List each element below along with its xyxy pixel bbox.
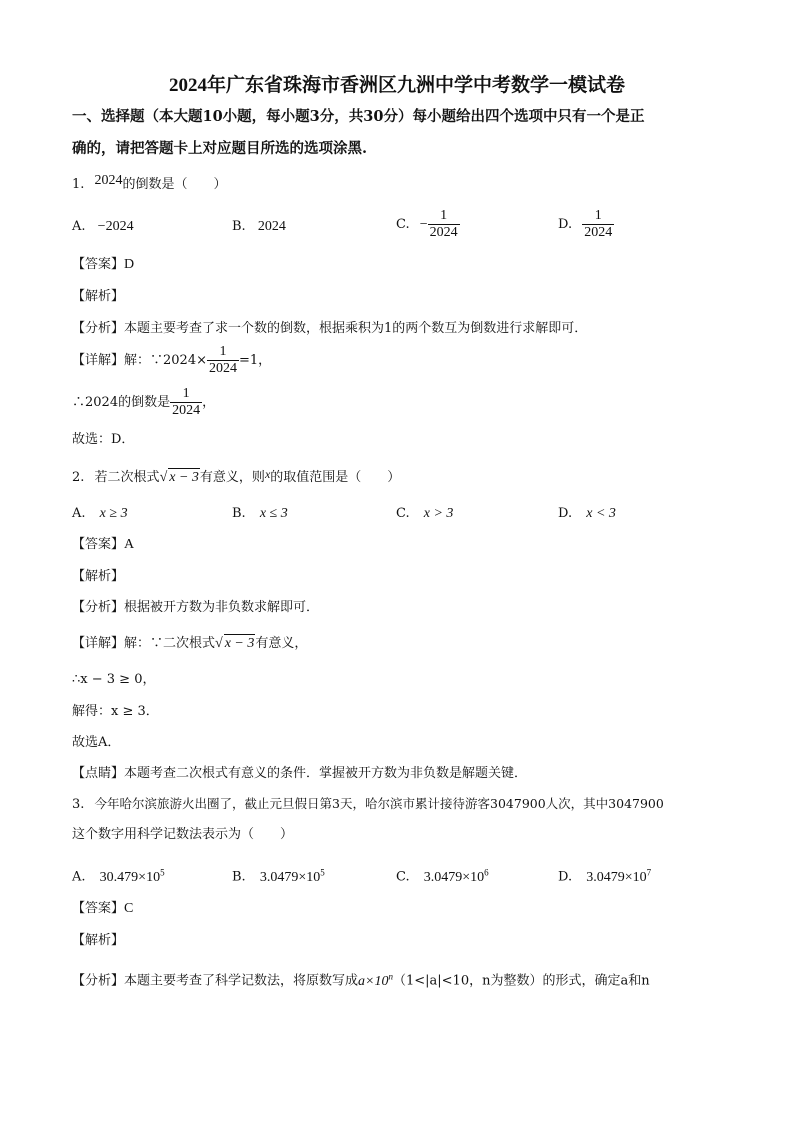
- q2-radical: √ x − 3: [159, 470, 199, 485]
- q2-option-b: [232, 505, 288, 523]
- mantissa: 3.0479×10: [423, 869, 485, 885]
- q2-option-d: [558, 505, 616, 523]
- therefore-text: ∴2024的倒数是: [72, 395, 171, 410]
- therefore-end: ，: [202, 395, 216, 410]
- option-label: A.: [72, 869, 86, 885]
- option-label: B.: [232, 506, 246, 521]
- option-fraction: [582, 208, 614, 241]
- option-value: x < 3: [586, 506, 616, 521]
- fenxi-tag: 【分析】: [72, 973, 125, 989]
- option-label: C.: [396, 869, 410, 885]
- mantissa: 3.0479×10: [259, 869, 321, 885]
- option-value: x ≤ 3: [259, 506, 288, 521]
- fenxi-end: 的形式，确定a和n: [542, 973, 650, 989]
- option-label: C.: [396, 217, 410, 232]
- q3-stem-line1: [72, 795, 664, 814]
- option-label: B.: [232, 869, 246, 885]
- option-value: 2024: [257, 219, 286, 234]
- q2-option-a: [72, 505, 128, 523]
- q1-analysis-tag: 【解析】: [72, 289, 125, 304]
- detail-radical: √ x − 3: [215, 636, 255, 651]
- answer-tag: 【答案】: [72, 901, 125, 916]
- q2-analysis-tag: 【解析】: [72, 569, 125, 584]
- option-label: D.: [558, 506, 573, 521]
- q2-stem: [72, 468, 400, 487]
- dianjing-tag: 【点睛】: [72, 766, 125, 781]
- q1-stem-math: 2024: [94, 173, 123, 188]
- dianjing-text: 本题考查二次根式有意义的条件．掌握被开方数为非负数是解题关键．: [124, 766, 528, 781]
- exam-title: 2024年广东省珠海市香洲区九洲中学中考数学一模试卷: [168, 75, 625, 96]
- option-label: A.: [72, 219, 86, 234]
- q1-stem: [72, 173, 227, 194]
- q1-option-b: [232, 218, 286, 236]
- fraction-numerator: 1: [207, 344, 239, 361]
- option-value: [586, 867, 652, 885]
- option-value: [99, 867, 165, 885]
- q1-option-d: [558, 208, 614, 241]
- option-label: D.: [558, 217, 573, 232]
- answer-tag: 【答案】: [72, 537, 125, 552]
- q1-stem-text: 的倒数是（ ）: [122, 177, 227, 192]
- section-heading-line2: 确的，请把答题卡上对应题目所选的选项涂黑.: [72, 140, 368, 157]
- answer-value: D: [124, 257, 135, 272]
- option-prefix: −: [419, 217, 428, 232]
- q2-detail: [72, 634, 307, 653]
- q2-dianjing: [72, 765, 527, 783]
- q2-option-c: [396, 505, 453, 523]
- exponent: 7: [646, 867, 652, 877]
- q3-stem-text: 今年哈尔滨旅游火出圈了，截止元旦假日第3天，哈尔滨市累计接待游客3047900人次，其中3047900: [94, 796, 664, 811]
- option-label: D.: [558, 869, 573, 885]
- formula-exponent: n: [388, 971, 393, 981]
- option-fraction: [428, 208, 460, 241]
- fenxi-formula: [358, 971, 393, 989]
- section-heading-line1: 一、选择题（本大题10小题，每小题3分，共30分）每小题给出四个选项中只有一个是正: [72, 108, 645, 125]
- q3-option-d: [558, 863, 651, 887]
- q1-fenxi: [72, 320, 587, 338]
- q2-answer: [72, 536, 134, 554]
- detail-fraction: [207, 344, 239, 377]
- q2-fenxi: [72, 599, 319, 617]
- detail-end: 有意义，: [255, 636, 308, 651]
- q1-option-c: [396, 208, 460, 241]
- therefore-fraction: [170, 386, 202, 419]
- q2-step2: 解得：x ≥ 3．: [72, 704, 159, 719]
- q2-number: 2.: [72, 470, 85, 485]
- option-label: A.: [72, 506, 86, 521]
- option-value: −2024: [97, 219, 134, 234]
- formula-base: a×10: [358, 973, 389, 989]
- fraction-numerator: 1: [582, 208, 614, 225]
- radicand: x − 3: [169, 470, 199, 485]
- fraction-numerator: 1: [428, 208, 460, 225]
- fraction-denominator: 2024: [209, 361, 237, 376]
- exponent: 5: [320, 867, 325, 877]
- detail-text: 解：∵2024×: [124, 353, 207, 368]
- option-value: x > 3: [423, 506, 454, 521]
- option-label: B.: [232, 219, 246, 234]
- fenxi-tag: 【分析】: [72, 321, 125, 336]
- q1-option-a: [72, 218, 134, 236]
- option-label: C.: [396, 506, 410, 521]
- q1-answer: [72, 256, 134, 274]
- exponent: 6: [484, 867, 489, 877]
- mantissa: 3.0479×10: [586, 869, 647, 885]
- fenxi-text: 根据被开方数为非负数求解即可．: [124, 600, 320, 615]
- q3-answer: [72, 900, 133, 918]
- q3-option-c: [396, 863, 489, 887]
- fraction-denominator: 2024: [584, 225, 613, 240]
- option-value: [259, 867, 325, 885]
- q2-stem-mid: 有意义，则: [199, 470, 265, 485]
- q3-option-a: [72, 863, 165, 887]
- answer-value: A: [124, 537, 135, 552]
- detail-tag: 【详解】: [72, 353, 125, 368]
- q2-step1: ∴x − 3 ≥ 0，: [72, 672, 156, 687]
- fraction-denominator: 2024: [429, 225, 458, 240]
- option-value: [423, 867, 489, 885]
- q1-detail: [72, 344, 271, 377]
- q3-fenxi: [72, 967, 650, 991]
- exponent: 5: [160, 867, 165, 877]
- q3-stem-line2: 这个数字用科学记数法表示为（ ）: [72, 827, 294, 842]
- fraction-numerator: 1: [170, 386, 202, 403]
- fenxi-text: 本题主要考查了求一个数的倒数，根据乘积为1的两个数互为倒数进行求解即可．: [124, 321, 588, 336]
- detail-result: =1，: [239, 353, 272, 368]
- q2-choose: 故选A．: [72, 735, 121, 750]
- radicand: x − 3: [224, 636, 255, 651]
- answer-tag: 【答案】: [72, 257, 125, 272]
- fenxi-text: 本题主要考查了科学记数法，将原数写成: [124, 973, 359, 989]
- fenxi-tag: 【分析】: [72, 600, 125, 615]
- mantissa: 30.479×10: [99, 869, 161, 885]
- detail-text: 解：∵二次根式: [124, 636, 216, 651]
- q3-analysis-tag: 【解析】: [72, 933, 125, 948]
- fraction-denominator: 2024: [172, 403, 201, 418]
- q3-number: 3.: [72, 797, 85, 812]
- detail-tag: 【详解】: [72, 636, 125, 651]
- answer-value: C: [124, 901, 134, 916]
- q3-option-b: [232, 863, 325, 887]
- q2-variable: x: [264, 467, 271, 481]
- q2-stem-pre: 若二次根式: [94, 470, 160, 485]
- option-value: x ≥ 3: [99, 506, 128, 521]
- fenxi-condition: （1<|a|<10，n为整数）: [392, 973, 543, 989]
- q1-therefore: [72, 386, 215, 419]
- q2-stem-post: 的取值范围是（ ）: [270, 470, 401, 485]
- q1-choose: 故选：D．: [72, 432, 135, 447]
- q1-number: 1.: [72, 177, 85, 192]
